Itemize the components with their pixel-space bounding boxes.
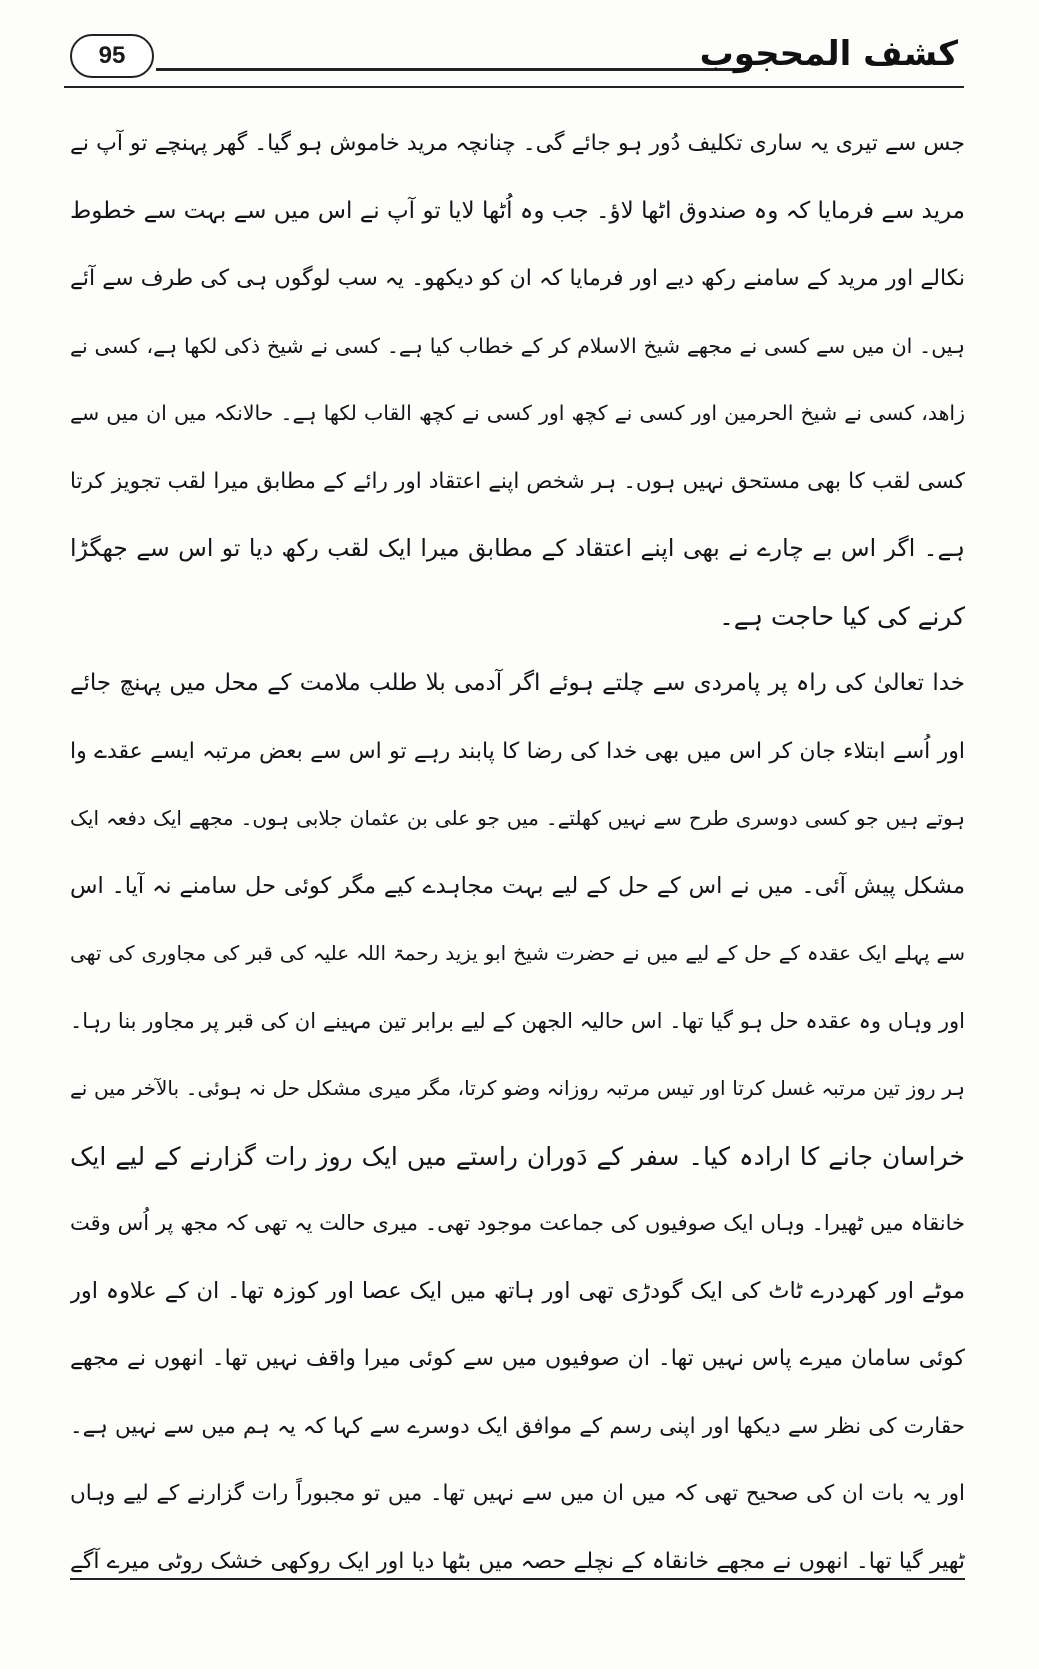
text-line: ٹھیر گیا تھا۔ انھوں نے مجھے خانقاہ کے نچلے حصہ میں بٹھا دیا اور ایک روکھی خشک روٹی میرے آگے: [70, 1548, 965, 1574]
text-line: اور اُسے ابتلاء جان کر اس میں بھی خدا کی رضا کا پابند رہے تو اس سے بعض مرتبہ ایسے عقدے وا: [70, 738, 965, 764]
header-divider: [156, 68, 749, 71]
text-line: کوئی سامان میرے پاس نہیں تھا۔ ان صوفیوں میں سے کوئی میرا واقف نہیں تھا۔ انھوں نے مجھے: [70, 1346, 965, 1371]
page-header: [64, 28, 964, 92]
text-line: کسی لقب کا بھی مستحق نہیں ہوں۔ ہر شخص اپنے اعتقاد اور رائے کے مطابق میرا لقب تجویز کرتا: [70, 468, 965, 494]
text-line: مشکل پیش آئی۔ میں نے اس کے حل کے لیے بہت مجاہدے کیے مگر کوئی حل سامنے نہ آیا۔ اس: [70, 872, 965, 899]
text-line: اور یہ بات ان کی صحیح تھی کہ میں ان میں سے نہیں تھا۔ میں تو مجبوراً رات گزارنے کے لیے وہاں: [70, 1481, 965, 1506]
text-line: زاھد، کسی نے شیخ الحرمین اور کسی نے کچھ اور کسی نے کچھ القاب لکھا ہے۔ حالانکہ میں ان میں سے: [70, 401, 965, 425]
page-body: [70, 110, 965, 1574]
page-number: 95: [70, 34, 154, 78]
text-line: نکالے اور مرید کے سامنے رکھ دیے اور فرمایا کہ ان کو دیکھو۔ یہ سب لوگوں ہی کی طرف سے آئے: [70, 266, 965, 291]
text-line: خدا تعالیٰ کی راہ پر پامردی سے چلتے ہوئے اگر آدمی بلا طلب ملامت کے محل میں پہنچ جائے: [70, 670, 965, 696]
text-line: خانقاہ میں ٹھیرا۔ وہاں ایک صوفیوں کی جماعت موجود تھی۔ میری حالت یہ تھی کہ مجھ پر اُس وقت: [70, 1211, 965, 1235]
text-line: ہوتے ہیں جو کسی دوسری طرح سے نہیں کھلتے۔ میں جو علی بن عثمان جلابی ہوں۔ مجھے ایک دفعہ ایک: [70, 806, 965, 830]
text-line: خراسان جانے کا ارادہ کیا۔ سفر کے دَوران راستے میں ایک روز رات گزارنے کے لیے ایک: [70, 1141, 965, 1171]
footer-divider: [70, 1578, 965, 1580]
text-line: موٹے اور کھردرے ٹاٹ کی ایک گودڑی تھی اور ہاتھ میں ایک عصا اور کوزہ تھا۔ ان کے علاوہ اور: [70, 1277, 965, 1304]
text-line: ہے۔ اگر اس بے چارے نے بھی اپنے اعتقاد کے مطابق میرا ایک لقب رکھ دیا تو اس سے جھگڑا: [70, 534, 965, 562]
text-line: ہر روز تین مرتبہ غسل کرتا اور تیس مرتبہ روزانہ وضو کرتا، مگر میری مشکل حل نہ ہوئی۔ بالآخر میں نے: [70, 1076, 965, 1100]
text-line: ہیں۔ ان میں سے کسی نے مجھے شیخ الاسلام کر کے خطاب کیا ہے۔ کسی نے شیخ ذکی لکھا ہے، کسی نے: [70, 333, 965, 358]
book-title: کشف المحجوب: [699, 34, 958, 74]
text-line: اور وہاں وہ عقدہ حل ہو گیا تھا۔ اس حالیہ الجھن کے لیے برابر تین مہینے ان کی قبر پر مجاور بنا رہا۔: [70, 1008, 965, 1033]
text-line: حقارت کی نظر سے دیکھا اور اپنی رسم کے موافق ایک دوسرے سے کہا کہ یہ ہم میں سے نہیں ہے۔: [70, 1413, 965, 1439]
text-line: جس سے تیری یہ ساری تکلیف دُور ہو جائے گی۔ چنانچہ مرید خاموش ہو گیا۔ گھر پہنچے تو آپ نے: [70, 131, 965, 156]
text-line: سے پہلے ایک عقدہ کے حل کے لیے میں نے حضرت شیخ ابو یزید رحمۃ اللہ علیہ کی قبر کی مجاوری کی تھی: [70, 941, 965, 965]
text-line: کرنے کی کیا حاجت ہے۔: [719, 601, 965, 631]
text-line: مرید سے فرمایا کہ وہ صندوق اٹھا لاؤ۔ جب وہ اُٹھا لایا تو آپ نے اس میں سے بہت سے خطوط: [70, 197, 965, 224]
header-underline: [64, 86, 964, 88]
